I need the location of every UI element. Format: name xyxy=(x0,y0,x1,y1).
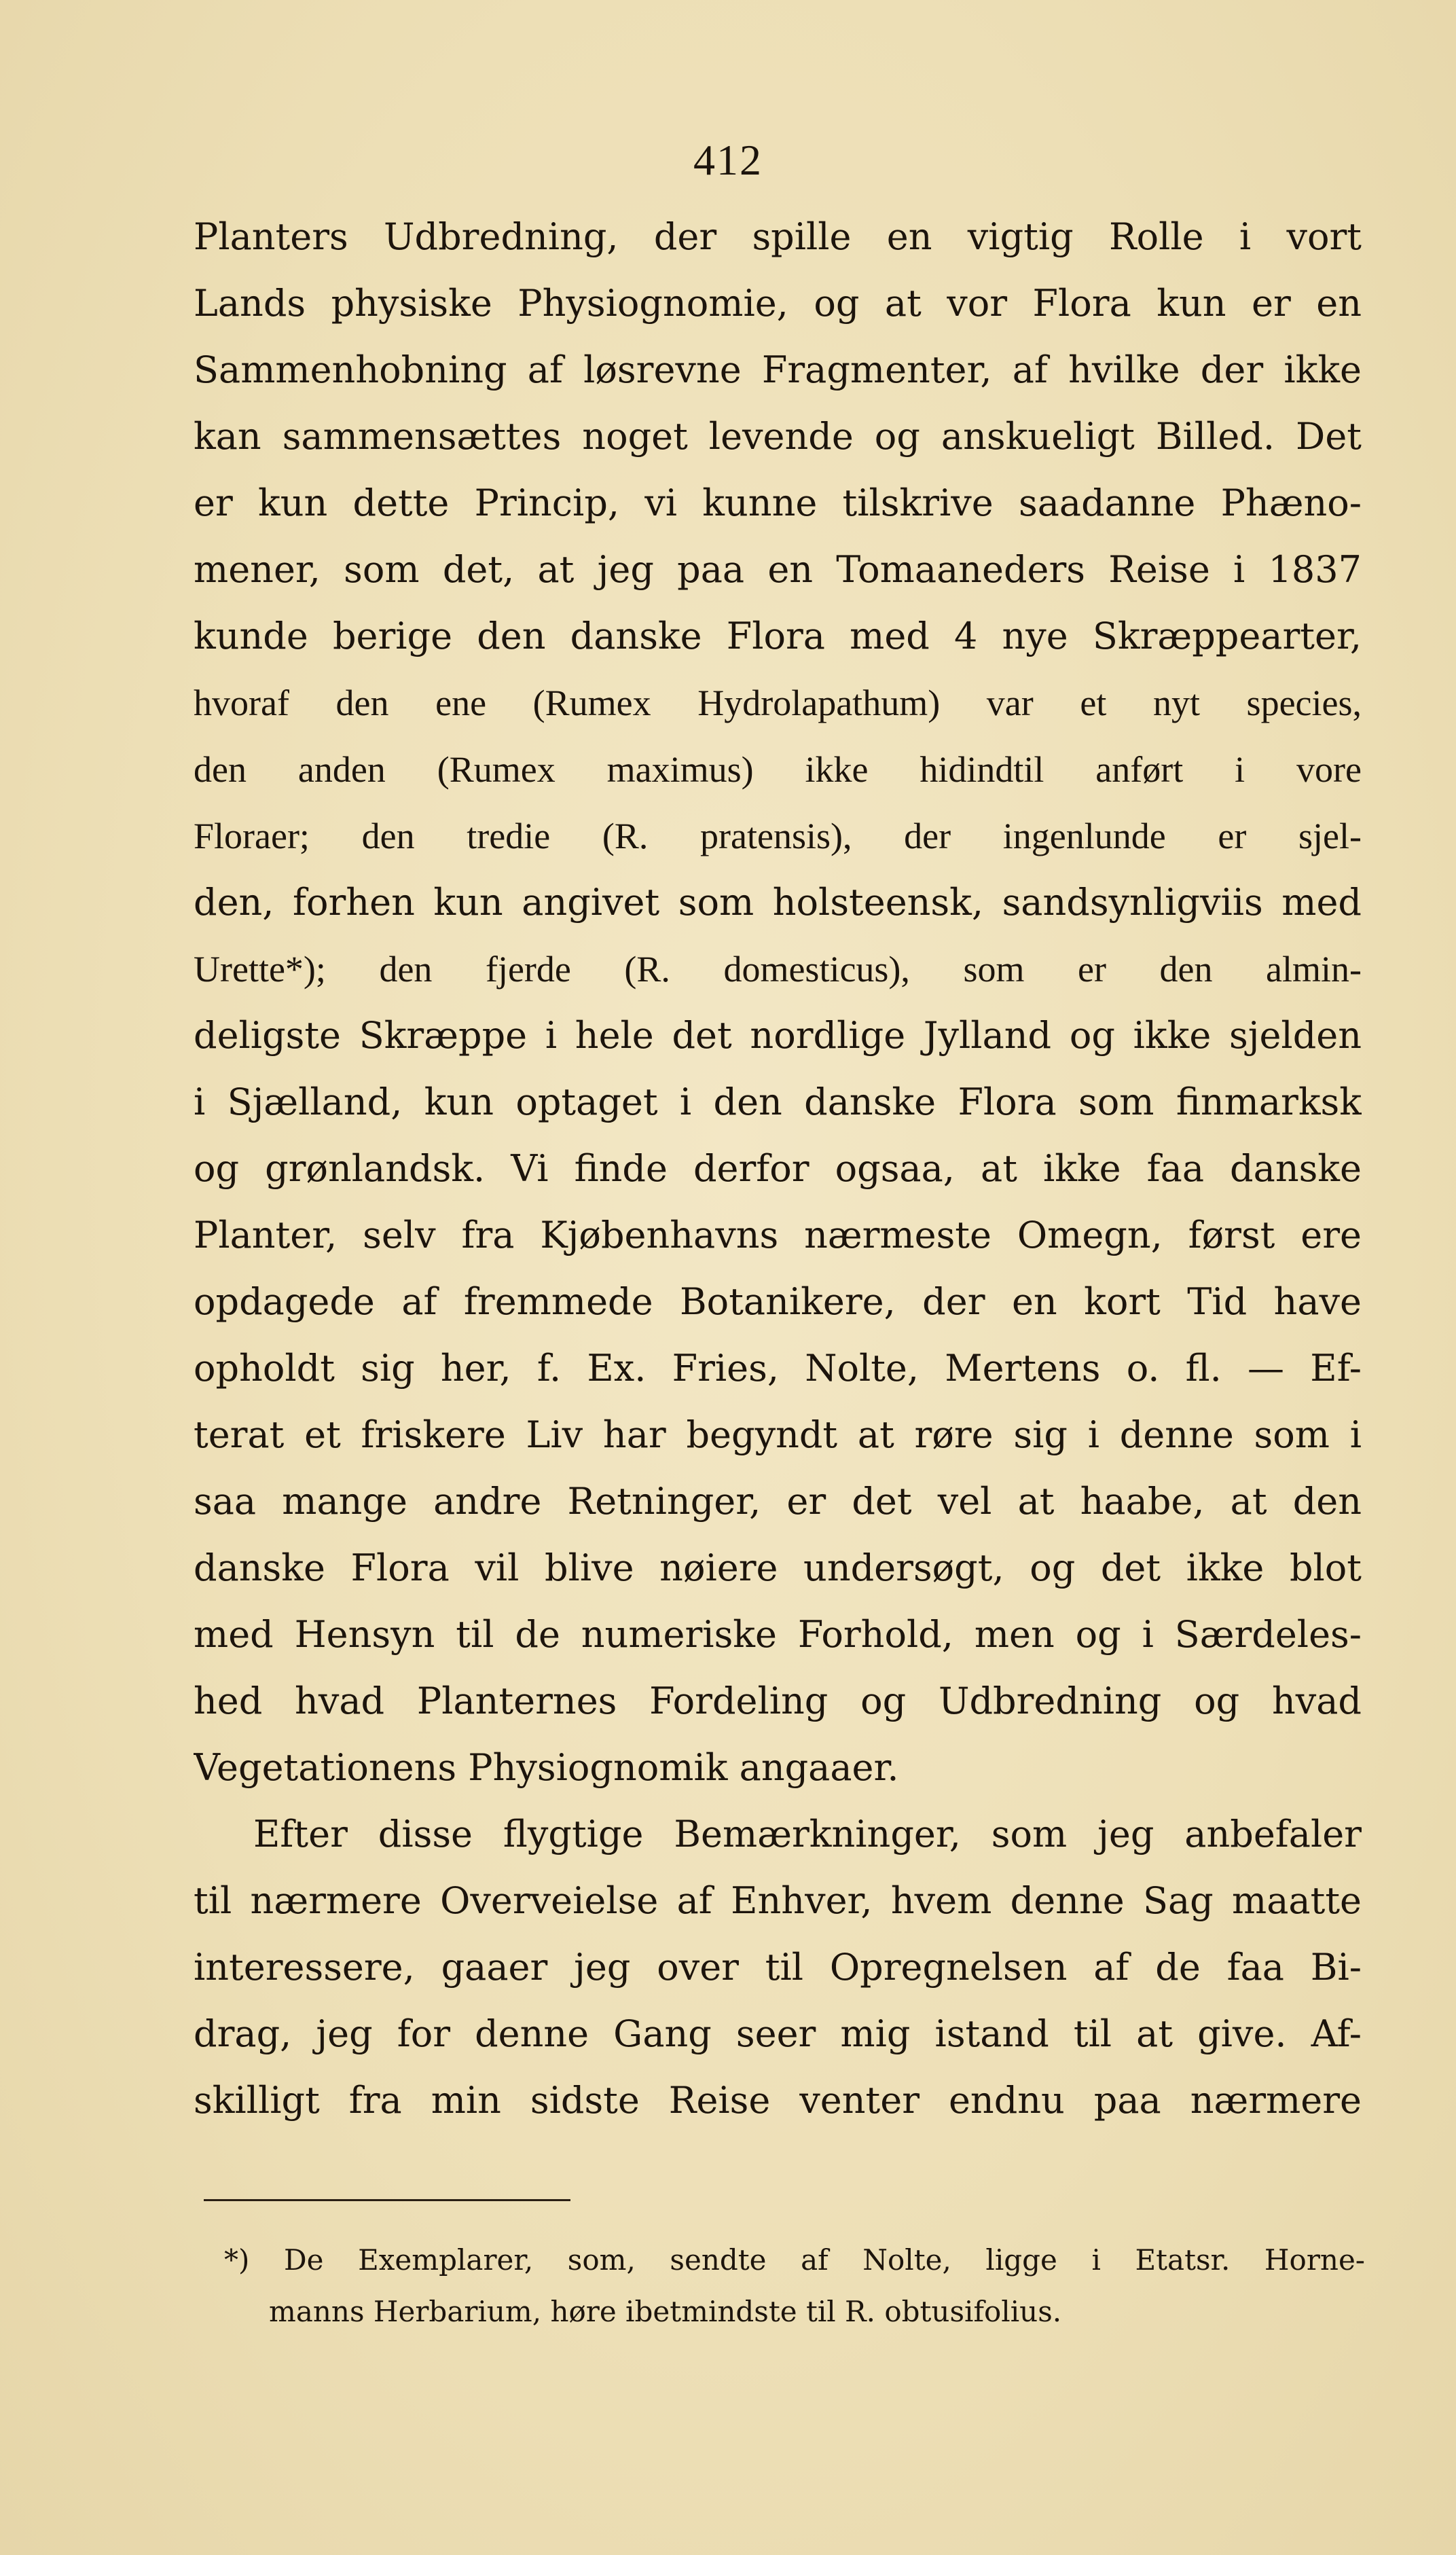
text-line: Sammenhobning af løsrevne Fragmenter, af hvilke der ikke xyxy=(194,348,1362,391)
text-line: Lands physiske Physiognomie, og at vor Flora kun er en xyxy=(194,282,1362,325)
text-line: drag, jeg for denne Gang seer mig istand til at give. Af- xyxy=(194,2012,1362,2055)
text-line: Urette*); den fjerde (R. domesticus), som er den almin- xyxy=(194,949,1362,990)
text-line: interessere, gaaer jeg over til Opregnelsen af de faa Bi- xyxy=(194,1946,1362,1989)
footnote-line: manns Herbarium, høre ibetmindste til R. obtusifolius. xyxy=(269,2295,1062,2328)
text-line: mener, som det, at jeg paa en Tomaaneders Reise i 1837 xyxy=(194,548,1362,591)
text-line: den, forhen kun angivet som holsteensk, sandsynligviis med xyxy=(194,881,1362,924)
text-line: i Sjælland, kun optaget i den danske Flora som finmarksk xyxy=(194,1081,1362,1123)
footnote-divider xyxy=(204,2199,570,2201)
page-number: 412 xyxy=(693,136,763,184)
text-line: den anden (Rumex maximus) ikke hidindtil anført i vore xyxy=(194,749,1362,790)
text-line: skilligt fra min sidste Reise venter endnu paa nærmere xyxy=(194,2079,1362,2122)
text-line: og grønlandsk. Vi finde derfor ogsaa, at ikke faa danske xyxy=(194,1147,1362,1190)
text-line: hed hvad Planternes Fordeling og Udbredning og hvad xyxy=(194,1680,1362,1722)
text-line: kunde berige den danske Flora med 4 nye Skræppearter, xyxy=(194,615,1362,657)
text-line: Efter disse flygtige Bemærkninger, som jeg anbefaler xyxy=(253,1813,1362,1855)
text-line: opholdt sig her, f. Ex. Fries, Nolte, Mertens o. fl. — Ef- xyxy=(194,1347,1362,1390)
text-line: kan sammensættes noget levende og anskueligt Billed. Det xyxy=(194,415,1362,458)
text-line: Vegetationens Physiognomik angaaer. xyxy=(194,1746,899,1789)
body-text xyxy=(194,204,1362,2134)
footnote xyxy=(224,2234,1365,2338)
text-line: danske Flora vil blive nøiere undersøgt, og det ikke blot xyxy=(194,1546,1362,1589)
text-line: med Hensyn til de numeriske Forhold, men og i Særdeles- xyxy=(194,1613,1362,1656)
text-line: saa mange andre Retninger, er det vel at haabe, at den xyxy=(194,1480,1362,1523)
text-line: hvoraf den ene (Rumex Hydrolapathum) var et nyt species, xyxy=(194,683,1362,723)
text-line: opdagede af fremmede Botanikere, der en kort Tid have xyxy=(194,1280,1362,1323)
text-line: Planter, selv fra Kjøbenhavns nærmeste Omegn, først ere xyxy=(194,1214,1362,1256)
text-line: Floraer; den tredie (R. pratensis), der ingenlunde er sjel- xyxy=(194,816,1362,856)
footnote-line: *) De Exemplarer, som, sendte af Nolte, ligge i Etatsr. Horne- xyxy=(224,2243,1365,2277)
text-line: deligste Skræppe i hele det nordlige Jylland og ikke sjelden xyxy=(194,1014,1362,1057)
text-line: terat et friskere Liv har begyndt at røre sig i denne som i xyxy=(194,1413,1362,1456)
text-line: er kun dette Princip, vi kunne tilskrive saadanne Phæno- xyxy=(194,482,1362,524)
text-line: til nærmere Overveielse af Enhver, hvem denne Sag maatte xyxy=(194,1879,1362,1922)
text-line: Planters Udbredning, der spille en vigtig Rolle i vort xyxy=(194,215,1362,258)
